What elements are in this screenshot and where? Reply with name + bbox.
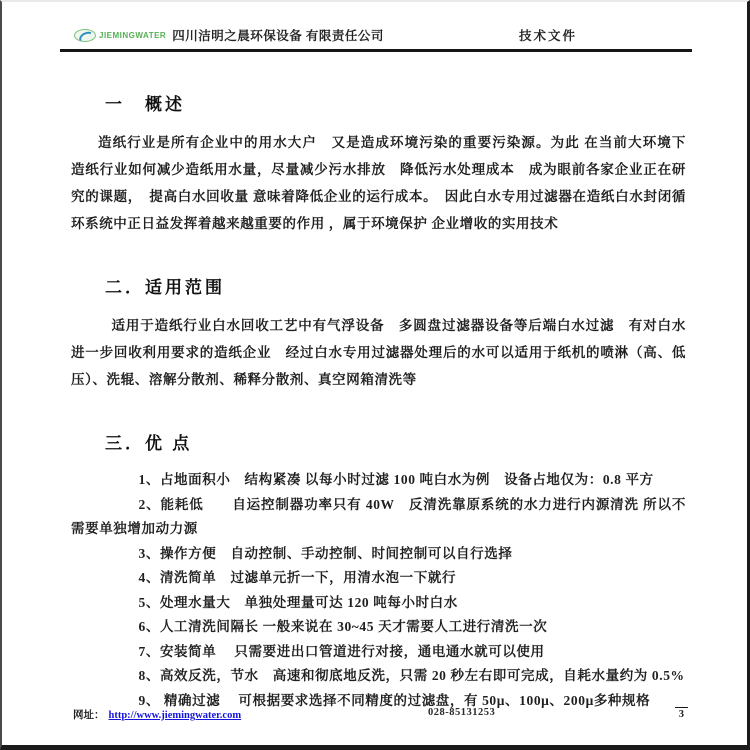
list-item: 9、 精确过滤 可根据要求选择不同精度的过滤盘，有 50μ、100μ、200μ多种规格 (138, 692, 651, 708)
website-link[interactable]: http://www.jiemingwater.com (108, 710, 242, 721)
overview-paragraph: 造纸行业是所有企业中的用水大户 又是造成环境污染的重要污染源。为此 在当前大环境下 造纸行业如何减少造纸用水量，尽量减少污水排放 降低污水处理成本 成为眼前各家企业正在研究的课题， 提高白水回收量 意味着降低企业的运行成本。 因此白水专用过滤器在造纸白水封闭循环系统中正日益发挥着越来越重要的作用 ，属于环境保护 企业增收的实用技术 (71, 135, 701, 231)
list-item: 2、能耗低 自运控制器功率只有 40W 反清洗靠原系统的水力进行内源清洗 所以不需要单独增加动力源 (71, 496, 686, 536)
website-line (73, 707, 241, 722)
phone-number: 028-85131253 (428, 707, 496, 718)
scope-paragraph: 适用于造纸行业白水回收工艺中有气浮设备 多圆盘过滤器设备等后端白水过滤 有对白水进一步回收利用要求的造纸企业 经过白水专用过滤器处理后的水可以适用于纸机的喷淋（高、低压）、洗辊、溶解分散剂、稀释分散剂、真空网箱清洗等 (71, 318, 686, 387)
water-drop-logo-icon (74, 29, 96, 42)
list-item: 3、操作方便 自动控制、手动控制、时间控制可以自行选择 (138, 545, 513, 561)
section-heading-overview: 一 概述 (105, 95, 185, 114)
company-logo (74, 29, 166, 42)
list-item: 6、人工清洗间隔长 一般来说在 30~45 天才需要人工进行清洗一次 (138, 619, 548, 634)
section-heading-scope: 二．适用范围 (105, 278, 225, 297)
document-body (71, 90, 701, 713)
list-item: 7、安装简单 只需要进出口管道进行对接，通电通水就可以使用 (138, 643, 545, 659)
document-header (60, 26, 692, 52)
doc-type-label: 技术文件 (518, 29, 577, 43)
document-footer (73, 707, 688, 722)
list-item: 8、高效反洗，节水 高速和彻底地反洗，只需 20 秒左右即可完成，自耗水量约为 0.5% (138, 668, 685, 683)
website-label: 网址： (73, 710, 105, 721)
list-item: 5、处理水量大 单独处理量可达 120 吨每小时白水 (138, 594, 458, 610)
page-number: 3 (675, 707, 688, 720)
advantages-list (71, 468, 686, 713)
logo-wordmark: JIEMINGWATER (99, 30, 167, 40)
list-item: 1、占地面积小 结构紧凑 以每小时过滤 100 吨白水为例 设备占地仅为：0.8 平方 (138, 472, 654, 487)
company-name: 四川洁明之晨环保设备 有限责任公司 (172, 29, 384, 43)
section-heading-advantages: 三．优 点 (105, 434, 193, 453)
list-item: 4、清洗简单 过滤单元折一下，用清水泡一下就行 (138, 570, 457, 585)
